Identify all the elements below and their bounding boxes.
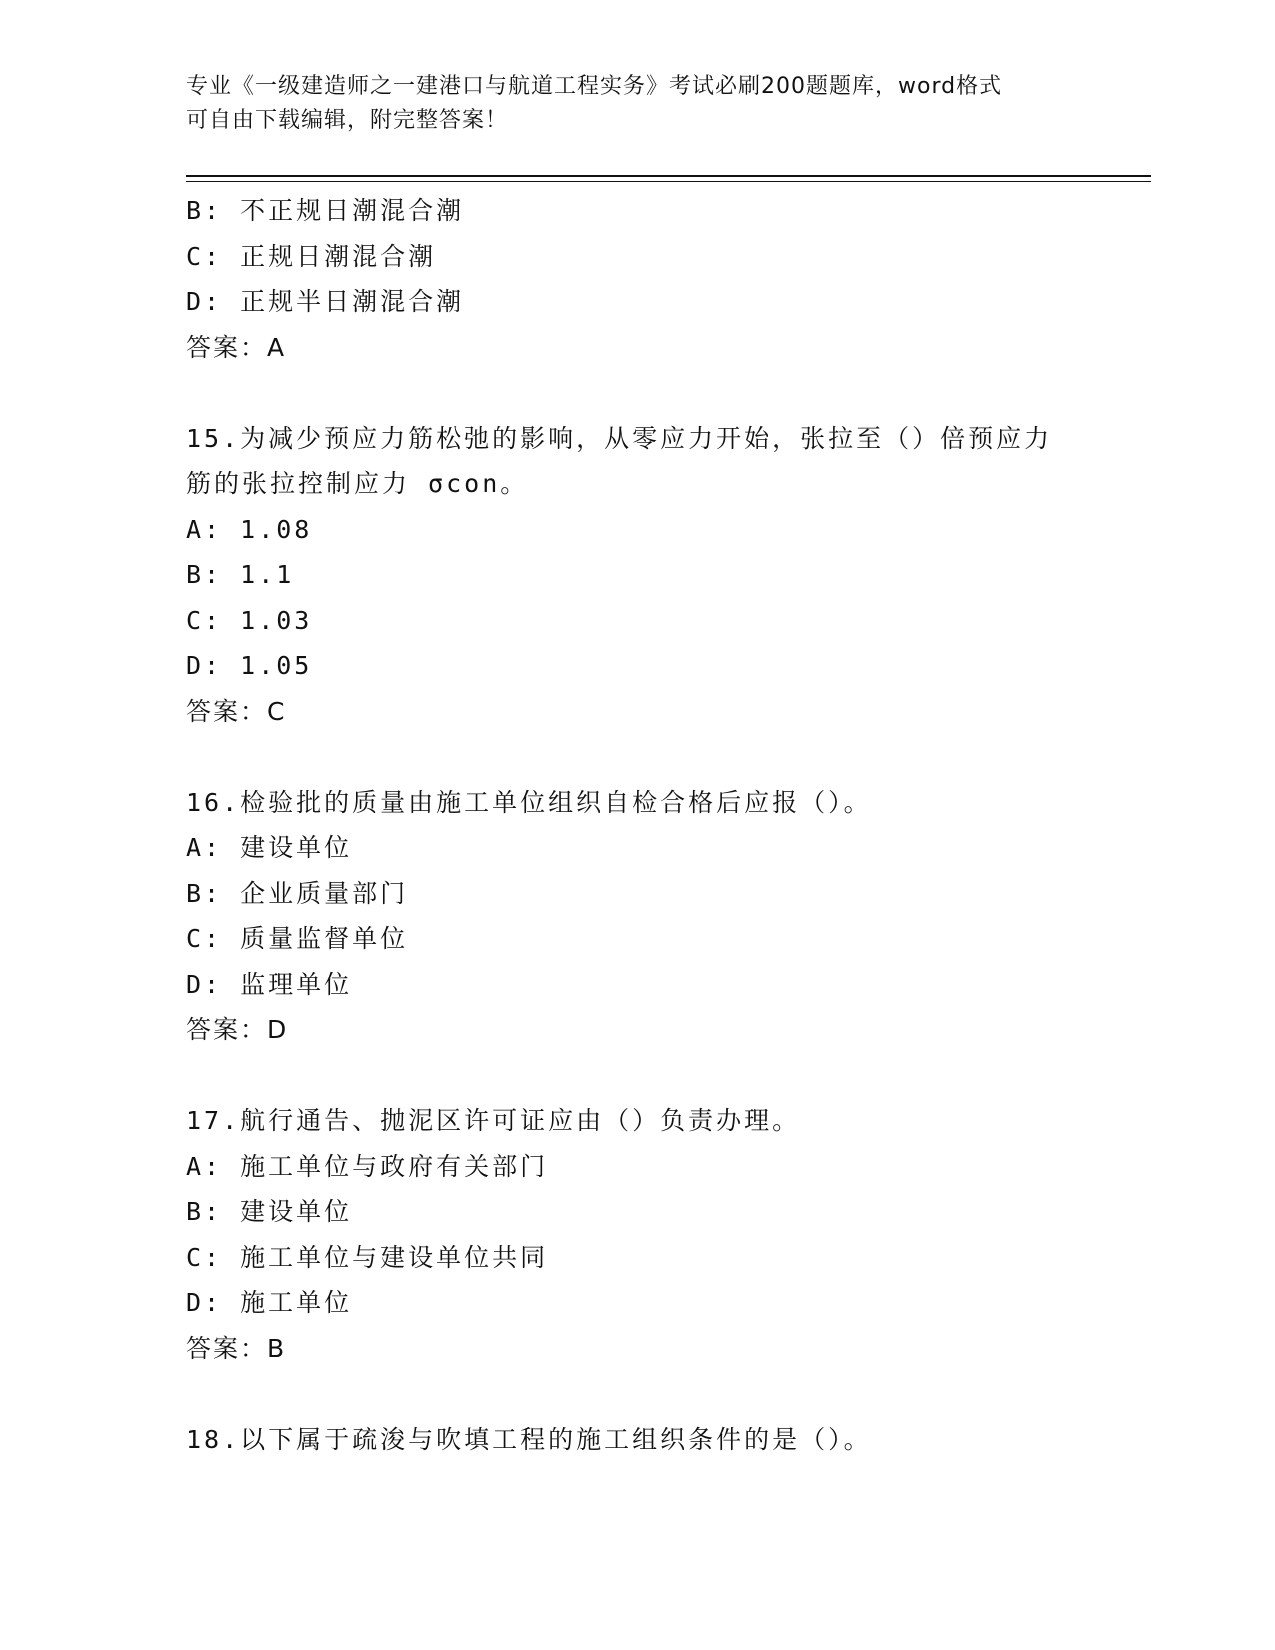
spacer — [186, 1053, 1086, 1099]
q15-stem-line-2: 筋的张拉控制应力 σcon。 — [186, 469, 529, 498]
header-divider-thin — [186, 181, 1151, 182]
q17-option-b: B: 建设单位 — [186, 1197, 353, 1226]
prev-answer: 答案：A — [186, 332, 287, 362]
q15-option-a: A: 1.08 — [186, 514, 313, 544]
header-line-2: 可自由下载编辑，附完整答案！ — [186, 108, 509, 133]
q15-option-b: B: 1.1 — [186, 560, 295, 589]
spacer — [186, 734, 1086, 780]
q16-option-c: C: 质量监督单位 — [186, 924, 409, 953]
q16-stem: 16.检验批的质量由施工单位组织自检合格后应报（）。 — [186, 787, 872, 817]
q15-option-d: D: 1.05 — [186, 651, 313, 680]
header-divider-thick — [186, 175, 1151, 177]
spacer — [186, 1371, 1086, 1417]
prev-option-b: B: 不正规日潮混合潮 — [186, 196, 465, 225]
q17-option-a: A: 施工单位与政府有关部门 — [186, 1151, 549, 1181]
prev-option-d: D: 正规半日潮混合潮 — [186, 287, 465, 316]
q15-answer: 答案：C — [186, 696, 287, 726]
q16-option-a: A: 建设单位 — [186, 833, 353, 862]
document-header — [186, 70, 1066, 138]
q18-stem: 18.以下属于疏浚与吹填工程的施工组织条件的是（）。 — [186, 1424, 872, 1454]
q16-answer: 答案：D — [186, 1015, 289, 1044]
q16-option-d: D: 监理单位 — [186, 969, 353, 999]
question-content — [186, 188, 1086, 1462]
q15-option-c: C: 1.03 — [186, 605, 313, 635]
q17-option-d: D: 施工单位 — [186, 1288, 353, 1317]
prev-option-c: C: 正规日潮混合潮 — [186, 241, 437, 271]
q15-stem-line-1: 15.为减少预应力筋松弛的影响，从零应力开始，张拉至（）倍预应力 — [186, 423, 1053, 453]
q16-option-b: B: 企业质量部门 — [186, 878, 409, 908]
header-line-1: 专业《一级建造师之一建港口与航道工程实务》考试必刷200题题库，word格式 — [186, 74, 1003, 99]
q17-answer: 答案：B — [186, 1333, 287, 1363]
q17-stem: 17.航行通告、抛泥区许可证应由（）负责办理。 — [186, 1106, 801, 1135]
q17-option-c: C: 施工单位与建设单位共同 — [186, 1242, 549, 1272]
spacer — [186, 370, 1086, 416]
